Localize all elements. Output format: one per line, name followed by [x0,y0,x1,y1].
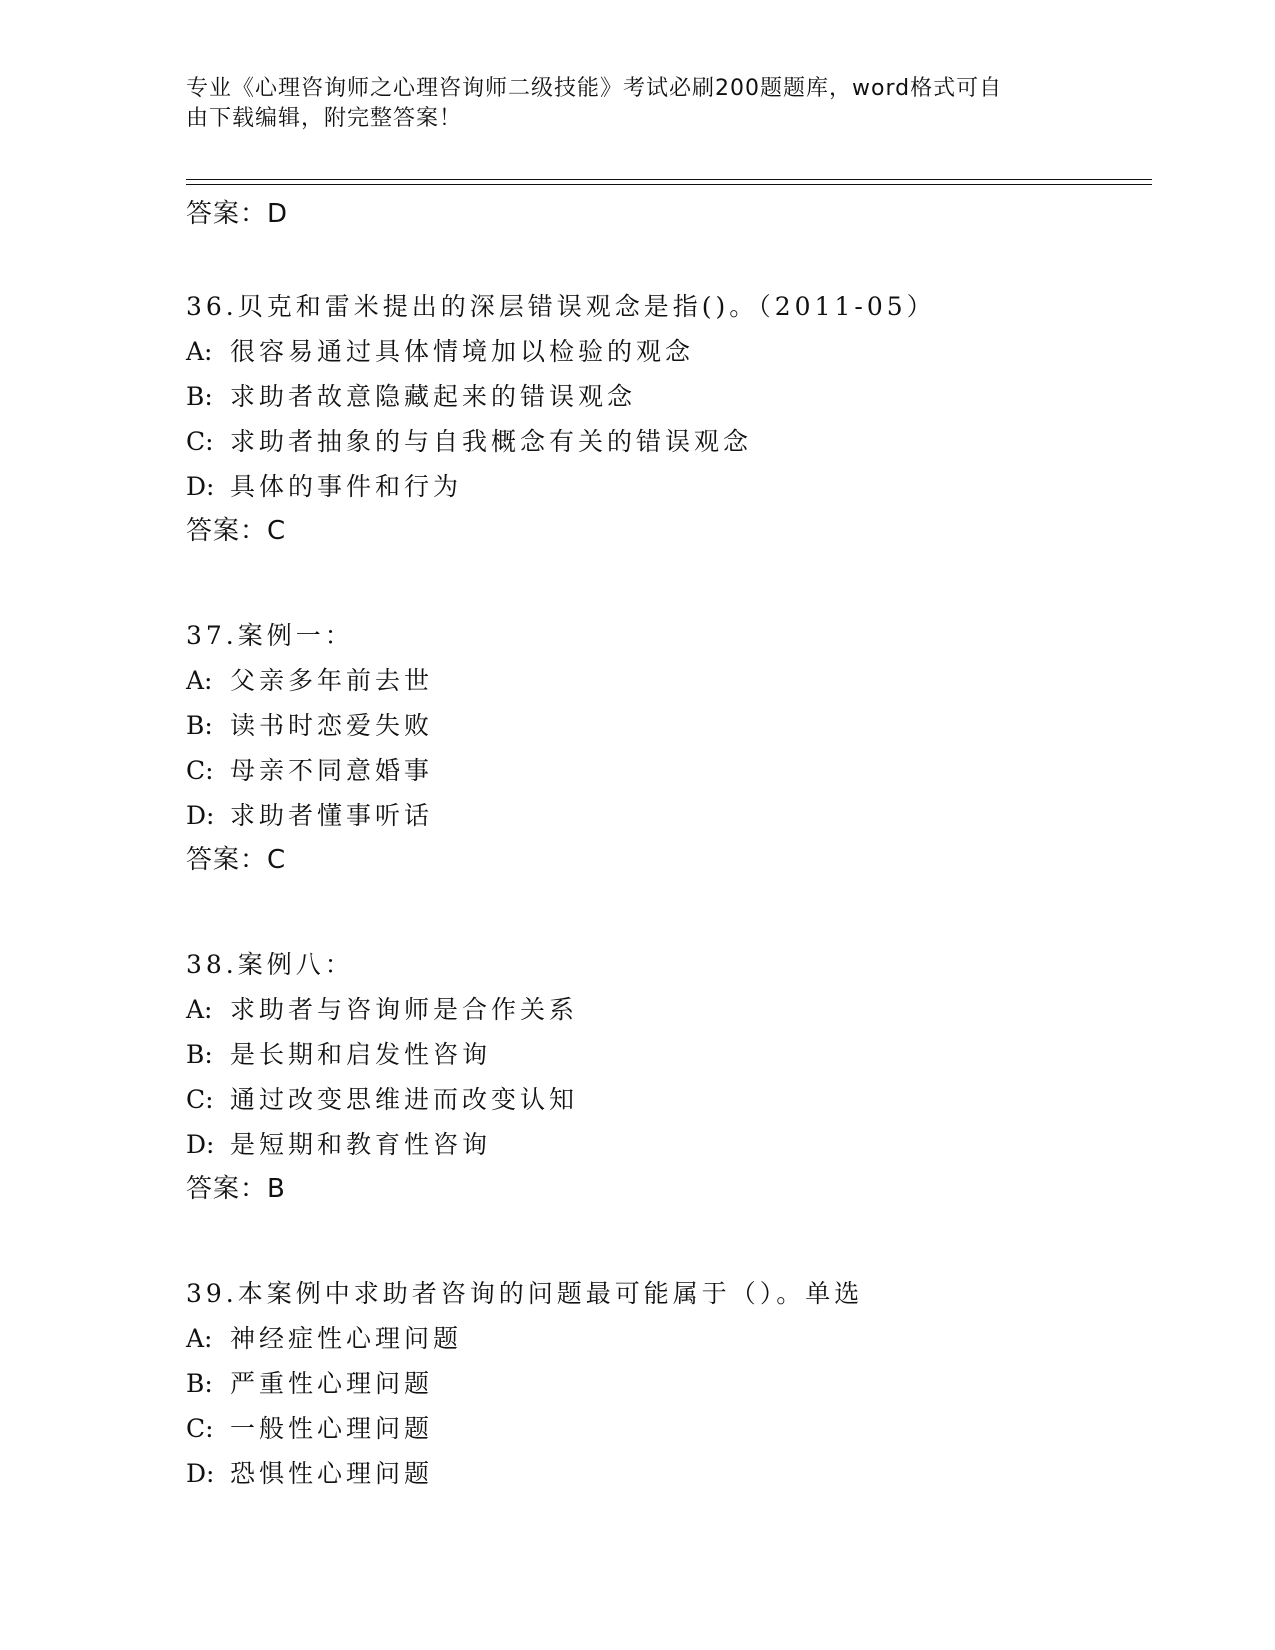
option-text: 是短期和教育性咨询 [230,1130,492,1159]
option-text: 求助者懂事听话 [230,801,434,830]
option-d [186,1451,1152,1496]
option-letter: C: [186,1085,214,1114]
option-letter: C: [186,1414,214,1443]
question-block [186,942,1152,1211]
question-block [186,284,1152,553]
question-stem: 38.案例八： [186,950,354,979]
option-c [186,419,1152,464]
option-c [186,748,1152,793]
option-text: 很容易通过具体情境加以检验的观念 [230,337,695,366]
question-block [186,1271,1152,1496]
option-text: 是长期和启发性咨询 [230,1040,492,1069]
question-block [186,613,1152,882]
option-b [186,703,1152,748]
option-c [186,1077,1152,1122]
option-text: 求助者与咨询师是合作关系 [230,995,579,1024]
option-text: 神经症性心理问题 [230,1324,463,1353]
header-divider-top [186,179,1152,180]
option-text: 母亲不同意婚事 [230,756,434,785]
header-line-2: 由下载编辑，附完整答案！ [186,106,463,131]
option-letter: A: [186,995,213,1024]
answer-line: 答案：D [186,199,289,229]
option-a [186,329,1152,374]
option-a [186,1316,1152,1361]
question-list [186,192,1152,1556]
option-c [186,1406,1152,1451]
option-text: 具体的事件和行为 [230,472,463,501]
question-stem: 39.本案例中求助者咨询的问题最可能属于（）。单选 [186,1279,864,1308]
header-divider-bottom [186,184,1152,185]
option-b [186,1361,1152,1406]
option-letter: B: [186,1040,213,1069]
option-letter: D: [186,801,215,830]
option-text: 严重性心理问题 [230,1369,434,1398]
answer-line: 答案：B [186,1174,286,1204]
document-header [186,74,1076,134]
option-text: 父亲多年前去世 [230,666,434,695]
option-text: 读书时恋爱失败 [230,711,434,740]
header-line-1: 专业《心理咨询师之心理咨询师二级技能》考试必刷200题题库，word格式可自 [186,76,1003,101]
question-stem: 37.案例一： [186,621,354,650]
option-letter: B: [186,382,213,411]
option-letter: A: [186,1324,213,1353]
answer-line: 答案：C [186,845,287,875]
option-letter: C: [186,427,214,456]
question-stem: 36.贝克和雷米提出的深层错误观念是指()。（2011-05） [186,292,936,321]
option-letter: D: [186,1459,215,1488]
option-text: 一般性心理问题 [230,1414,434,1443]
option-text: 通过改变思维进而改变认知 [230,1085,579,1114]
option-b [186,374,1152,419]
option-letter: D: [186,1130,215,1159]
option-d [186,464,1152,509]
option-text: 恐惧性心理问题 [230,1459,434,1488]
option-b [186,1032,1152,1077]
option-letter: B: [186,711,213,740]
option-letter: B: [186,1369,213,1398]
option-d [186,1122,1152,1167]
option-text: 求助者故意隐藏起来的错误观念 [230,382,637,411]
option-a [186,658,1152,703]
option-text: 求助者抽象的与自我概念有关的错误观念 [230,427,753,456]
option-a [186,987,1152,1032]
option-letter: A: [186,337,213,366]
option-letter: A: [186,666,213,695]
option-letter: D: [186,472,215,501]
option-letter: C: [186,756,214,785]
option-d [186,793,1152,838]
answer-line: 答案：C [186,516,287,546]
